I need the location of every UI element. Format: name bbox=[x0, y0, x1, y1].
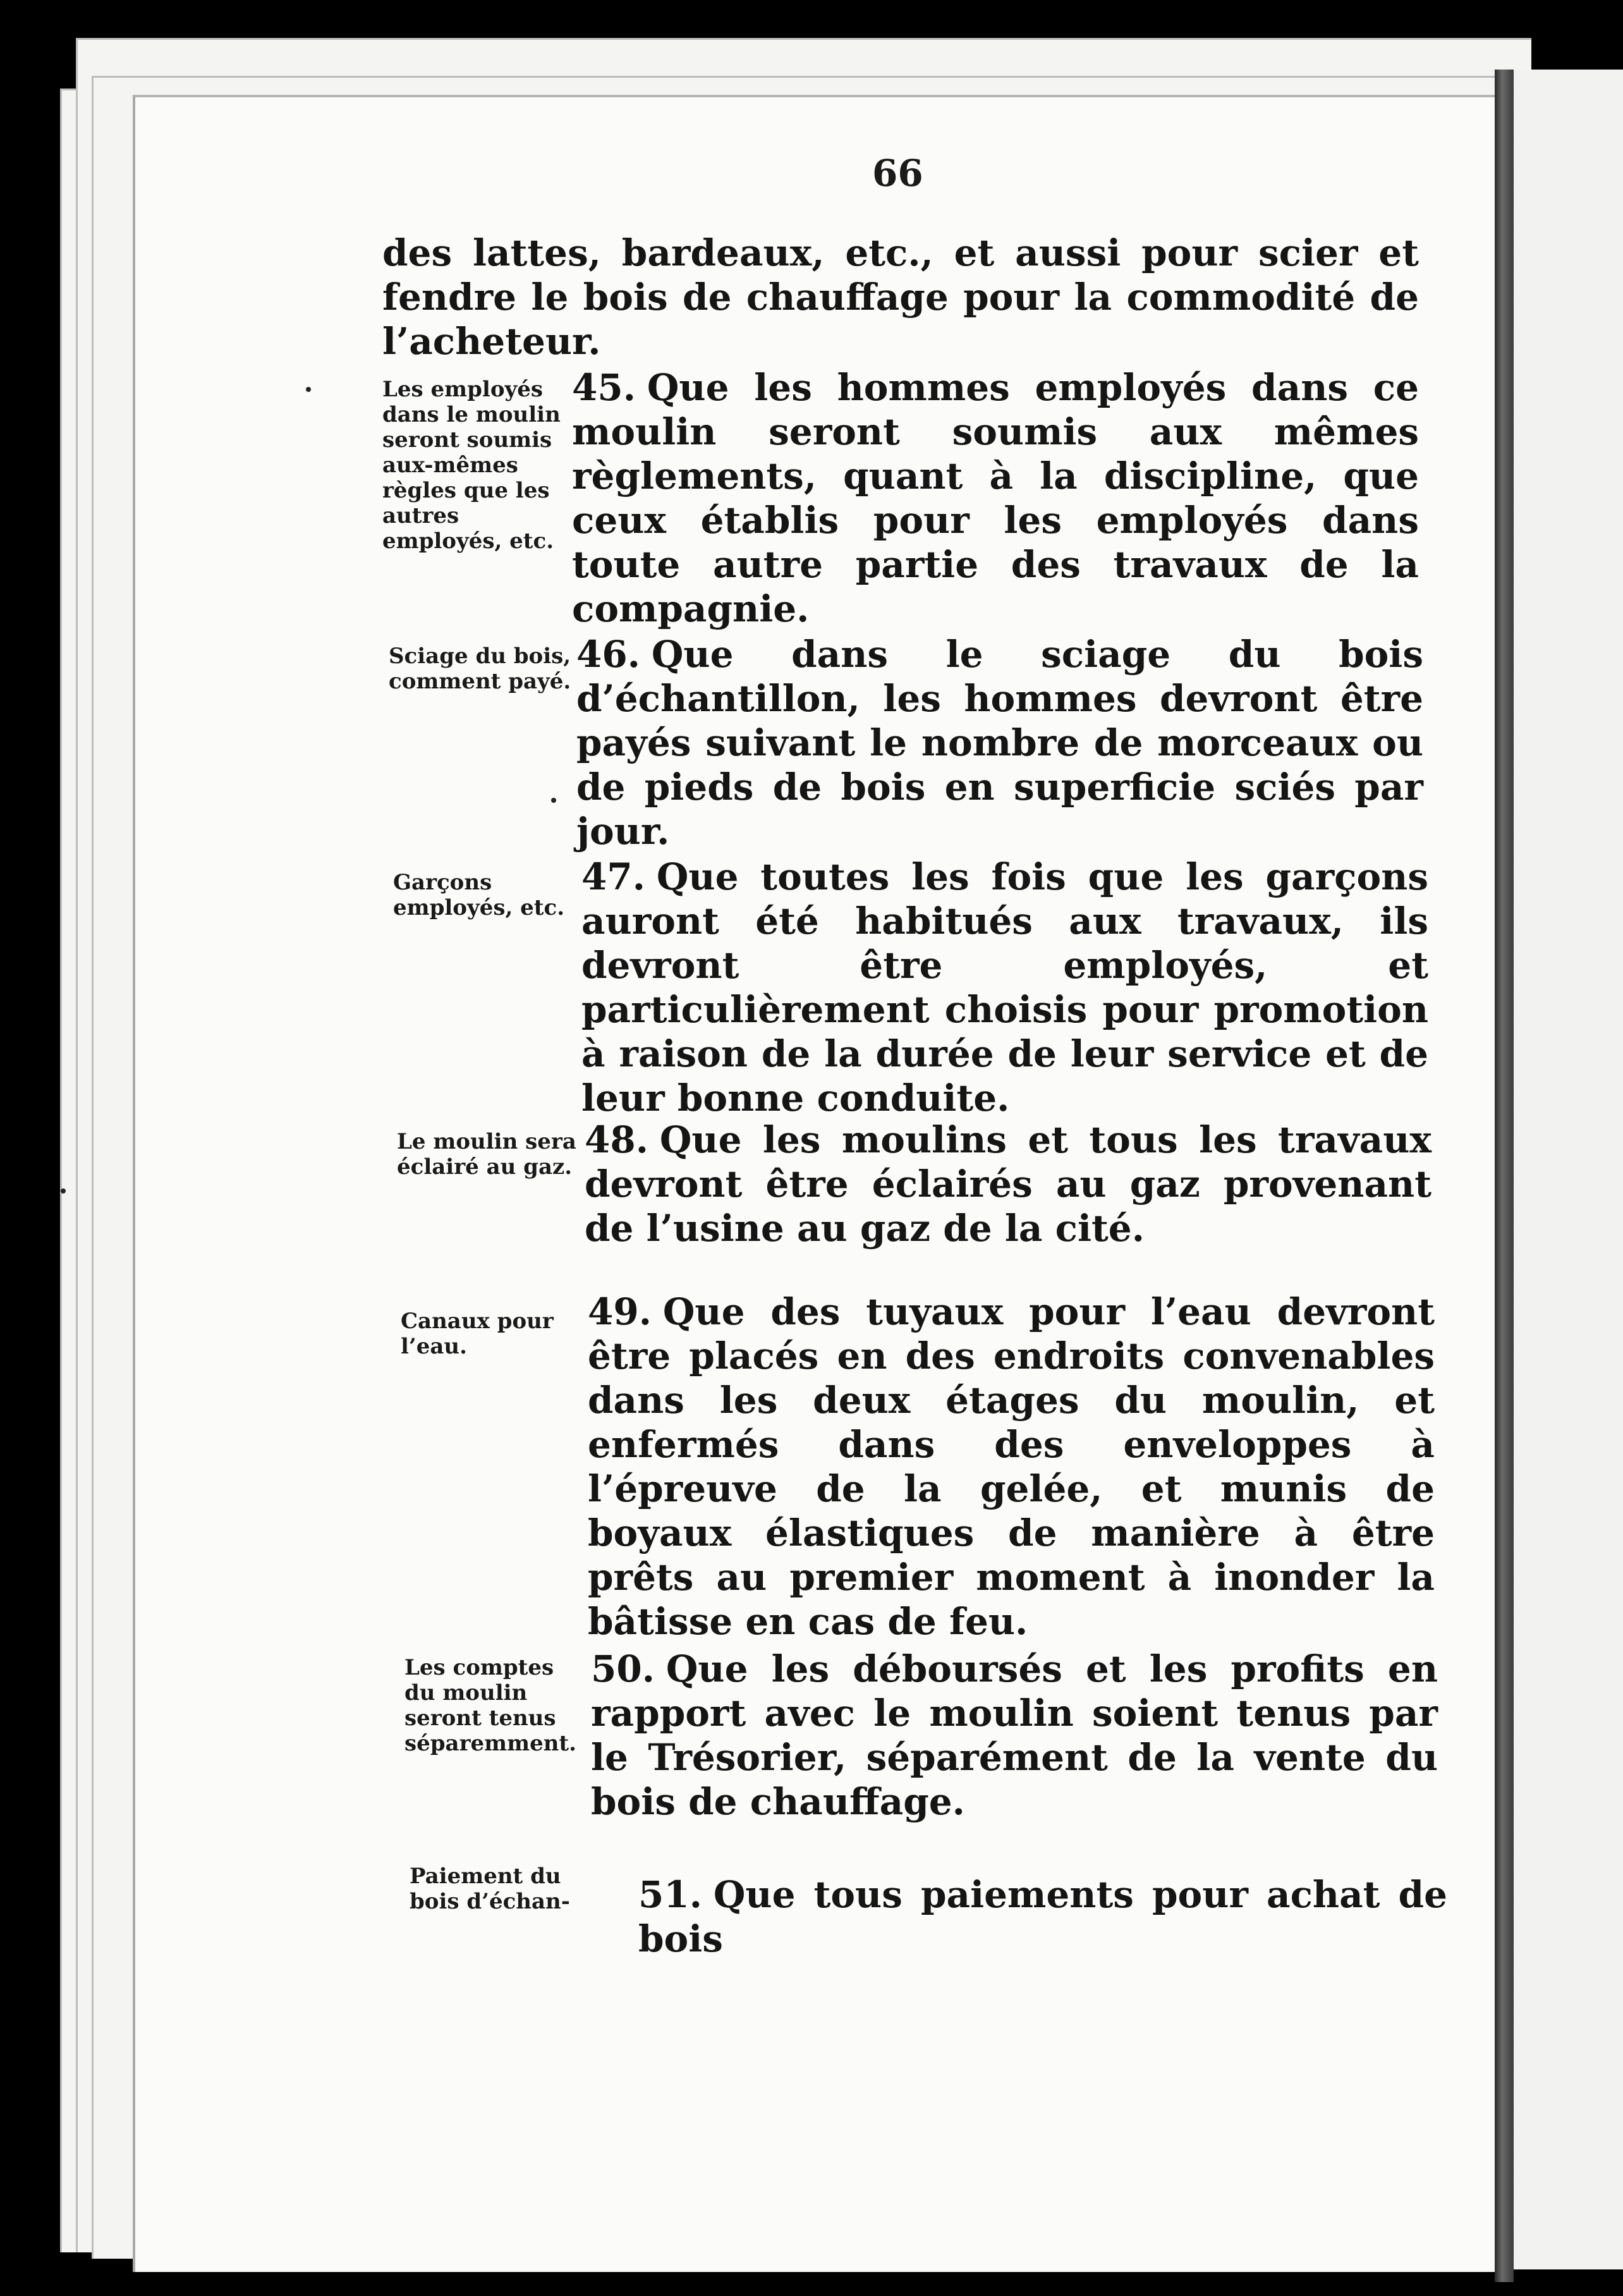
continuation-paragraph: des lattes, bardeaux, etc., et aussi pour scier et fendre le bois de chauffage pour la commodité de l’acheteur. bbox=[382, 231, 1419, 363]
paragraph bbox=[588, 1290, 1435, 1644]
facing-page-strip bbox=[1504, 70, 1623, 2269]
paragraph-text: Que les hommes employés dans ce moulin seront soumis aux mêmes règlements, quant à la discipline, que ceux établis pour les employés dans toute autre partie des travaux de la compagnie. bbox=[572, 366, 1419, 630]
margin-note: Garçons employés, etc. bbox=[393, 870, 565, 920]
bleed-mark bbox=[306, 387, 311, 392]
paragraph bbox=[572, 365, 1419, 631]
paragraph-number: 51. bbox=[638, 1873, 702, 1916]
paragraph-text: Que les moulins et tous les travaux devront être éclairés au gaz provenant de l’usine au gaz de la cité. bbox=[585, 1118, 1432, 1250]
paragraph bbox=[585, 1118, 1432, 1250]
margin-note: Sciage du bois, comment payé. bbox=[389, 644, 571, 694]
paragraph-number: 48. bbox=[585, 1118, 648, 1161]
paragraph bbox=[581, 855, 1428, 1120]
paragraph-number: 46. bbox=[576, 633, 640, 676]
paragraph-number: 50. bbox=[591, 1647, 655, 1690]
margin-note: Le moulin sera éclairé au gaz. bbox=[397, 1129, 576, 1180]
paragraph-number: 49. bbox=[588, 1290, 652, 1333]
paragraph-text: Que des tuyaux pour l’eau devront être placés en des endroits convenables dans les deux étages du moulin, et enfermés dans des enveloppes à l’épreuve de la gelée, et munis de boyaux élastiques de manière à être prêts au premier moment à inonder la bâtisse en cas de feu. bbox=[588, 1290, 1435, 1643]
margin-note: Les employés dans le moulin seront soumis aux-mêmes règles que les autres employés, etc. bbox=[382, 377, 561, 554]
margin-note: Canaux pour l’eau. bbox=[401, 1309, 554, 1359]
bleed-mark bbox=[551, 798, 556, 803]
bleed-mark bbox=[61, 1188, 66, 1194]
margin-note: Les comptes du moulin seront tenus séparemment. bbox=[404, 1655, 576, 1756]
paragraph-text: Que toutes les fois que les garçons auront été habitués aux travaux, ils devront être employés, et particulièrement choisis pour promotion à raison de la durée de leur service et de leur bonne conduite. bbox=[581, 855, 1428, 1120]
paragraph-text: Que dans le sciage du bois d’échantillon, les hommes devront être payés suivant le nombre de morceaux ou de pieds de bois en superficie sciés par jour. bbox=[576, 633, 1423, 853]
book-spine-shadow bbox=[1495, 70, 1514, 2282]
paragraph-text: Que les déboursés et les profits en rapport avec le moulin soient tenus par le Trésorier, séparément de la vente du bois de chauffage. bbox=[591, 1647, 1438, 1823]
paragraph-text: Que tous paiements pour achat de bois bbox=[638, 1873, 1447, 1960]
margin-note: Paiement du bois d’échan- bbox=[410, 1864, 570, 1914]
paragraph bbox=[576, 632, 1423, 853]
paragraph-number: 45. bbox=[572, 366, 636, 409]
paragraph-number: 47. bbox=[581, 855, 645, 898]
page-number: 66 bbox=[872, 152, 923, 195]
paragraph bbox=[591, 1647, 1438, 1824]
paragraph bbox=[638, 1872, 1447, 1961]
